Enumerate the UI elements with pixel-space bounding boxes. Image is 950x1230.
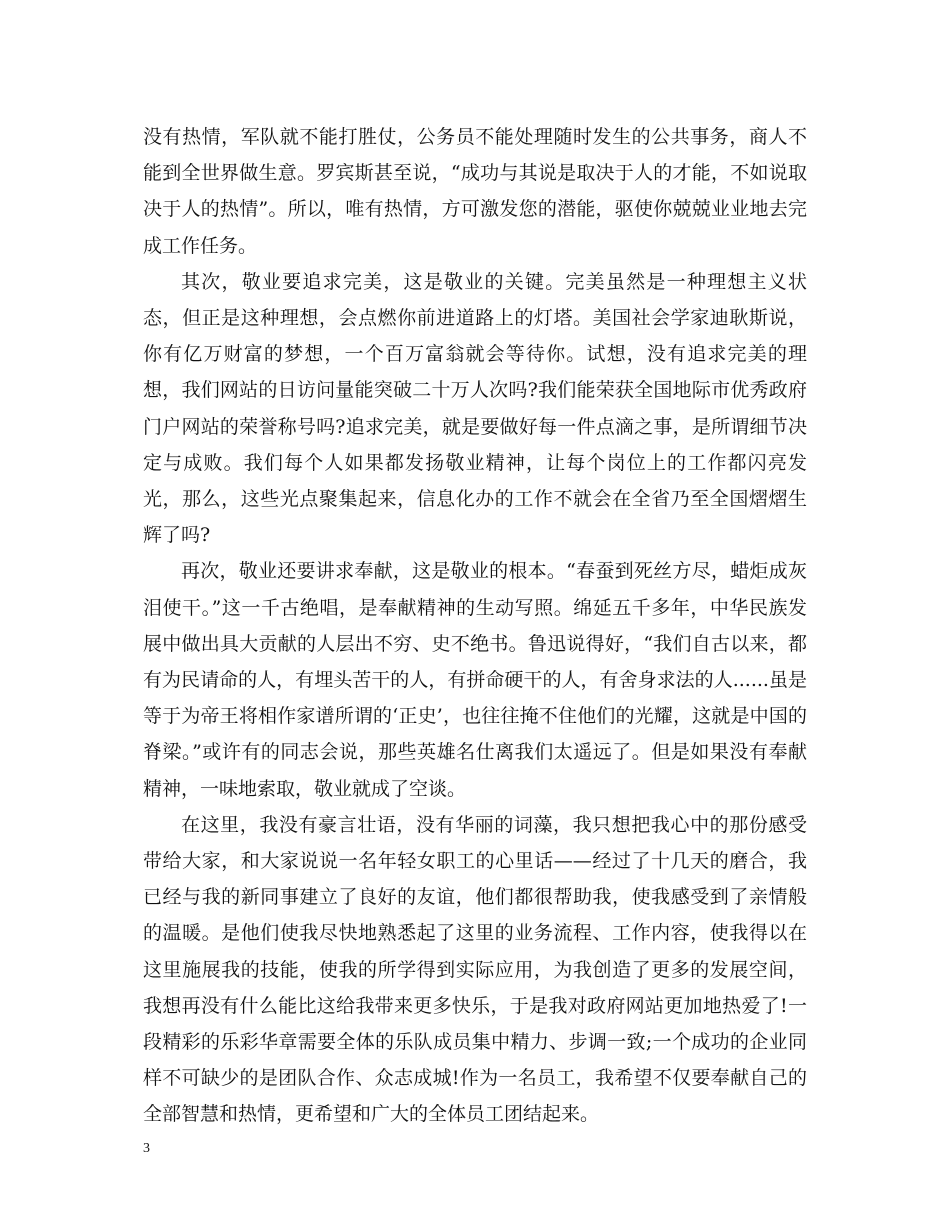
paragraph-perfection: 其次，敬业要追求完美，这是敬业的关键。完美虽然是一种理想主义状态，但正是这种理想，会点燃你前进道路上的灯塔。美国社会学家迪耿斯说，你有亿万财富的梦想，一个百万富翁就会等待你。试想，没有追求完美的理想，我们网站的日访问量能突破二十万人次吗?我们能荣获全国地际市优秀政府门户网站的荣誉称号吗?追求完美，就是要做好每一件点滴之事，是所谓细节决定与成败。我们每个人如果都发扬敬业精神，让每个岗位上的工作都闪亮发光，那么，这些光点聚集起来，信息化办的工作不就会在全省乃至全国熠熠生辉了吗?: [143, 270, 807, 547]
paragraph-dedication: 再次，敬业还要讲求奉献，这是敬业的根本。“春蚕到死丝方尽，蜡炬成灰泪使干。”这一千古绝唱，是奉献精神的生动写照。绵延五千多年，中华民族发展中做出具大贡献的人层出不穷、史不绝书。鲁迅说得好，“我们自古以来，都有为民请命的人，有埋头苦干的人，有拼命硬干的人，有舍身求法的人......虽是等于为帝王将相作家谱所谓的‘正史’，也往往掩不住他们的光耀，这就是中国的脊梁。”或许有的同志会说，那些英雄名仕离我们太遥远了。但是如果没有奉献精神，一味地索取，敬业就成了空谈。: [143, 560, 807, 800]
document-body: [143, 119, 807, 1133]
paragraph-personal: 在这里，我没有豪言壮语，没有华丽的词藻，我只想把我心中的那份感受带给大家，和大家说说一名年轻女职工的心里话——经过了十几天的磨合，我已经与我的新同事建立了良好的友谊，他们都很帮助我，使我感受到了亲情般的温暖。是他们使我尽快地熟悉起了这里的业务流程、工作内容，使我得以在这里施展我的技能，使我的所学得到实际应用，为我创造了更多的发展空间，我想再没有什么能比这给我带来更多快乐，于是我对政府网站更加地热爱了!一段精彩的乐彩华章需要全体的乐队成员集中精力、步调一致;一个成功的企业同样不可缺少的是团队合作、众志成城!作为一名员工，我希望不仅要奉献自己的全部智慧和热情，更希望和广大的全体员工团结起来。: [143, 813, 807, 1126]
page-number: 3: [143, 1141, 150, 1156]
paragraph-passion: 没有热情，军队就不能打胜仗，公务员不能处理随时发生的公共事务，商人不能到全世界做生意。罗宾斯甚至说，“成功与其说是取决于人的才能，不如说取决于人的热情”。所以，唯有热情，方可激发您的潜能，驱使你兢兢业业地去完成工作任务。: [143, 126, 807, 257]
